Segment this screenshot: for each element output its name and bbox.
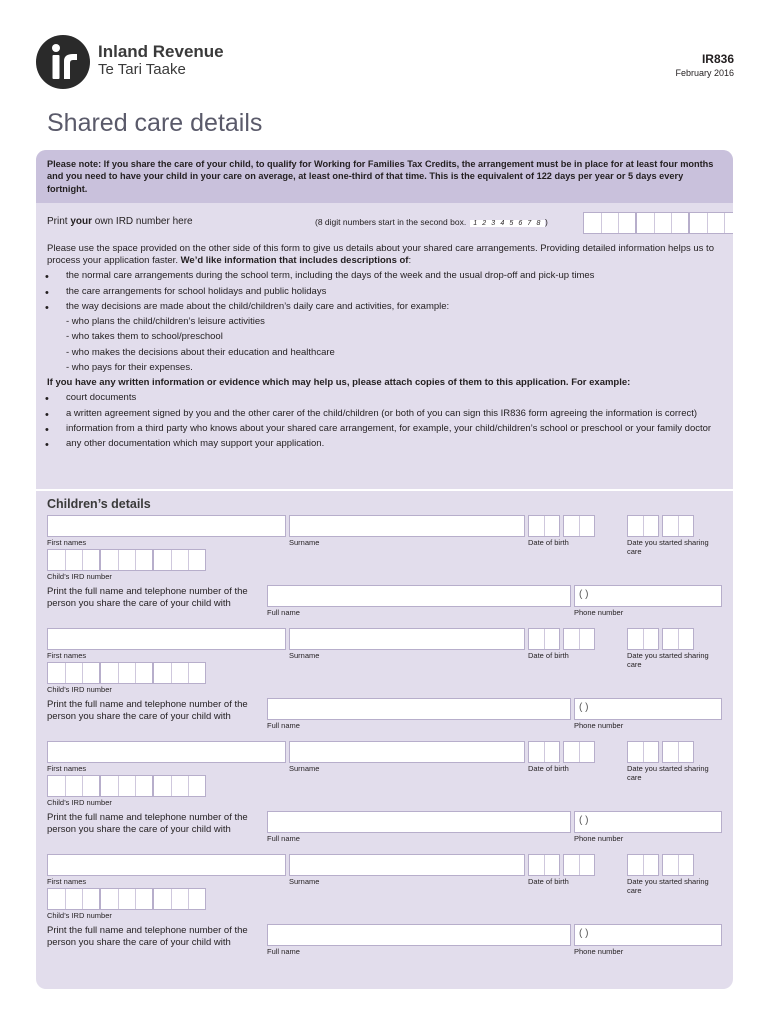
- dob-label: Date of birth: [528, 877, 569, 886]
- other-carer-name-input[interactable]: [267, 698, 571, 720]
- date-of-birth-input[interactable]: [528, 628, 598, 650]
- own-ird-group-3[interactable]: [689, 212, 733, 234]
- child-ird-input[interactable]: [47, 662, 206, 684]
- phone-label: Phone number: [574, 608, 624, 617]
- first-names-label: First names: [47, 538, 87, 547]
- other-carer-phone-input[interactable]: ( ): [574, 811, 722, 833]
- ird-sample: 1 2 3 4 5 6 7 8: [470, 220, 545, 227]
- phone-label: Phone number: [574, 834, 624, 843]
- sub-list-item: - who takes them to school/preschool: [66, 331, 223, 343]
- other-carer-prompt: Print the full name and telephone number of the person you share the care of your child with: [47, 812, 248, 835]
- org-maori-name: Te Tari Taake: [98, 61, 186, 78]
- dob-label: Date of birth: [528, 651, 569, 660]
- child-ird-input[interactable]: [47, 549, 206, 571]
- first-names-label: First names: [47, 764, 87, 773]
- surname-label: Surname: [289, 764, 320, 773]
- first-names-input[interactable]: [47, 854, 286, 876]
- first-names-label: First names: [47, 877, 87, 886]
- child-ird-label: Child’s IRD number: [47, 685, 112, 694]
- first-names-input[interactable]: [47, 515, 286, 537]
- surname-input[interactable]: [289, 628, 525, 650]
- child-ird-input[interactable]: [47, 888, 206, 910]
- date-started-label: Date you started sharing care: [627, 764, 709, 782]
- first-names-input[interactable]: [47, 628, 286, 650]
- other-carer-name-input[interactable]: [267, 811, 571, 833]
- full-name-label: Full name: [267, 947, 300, 956]
- ird-hint-pre: (8 digit numbers start in the second box.: [315, 217, 467, 227]
- own-ird-label-post: own IRD number here: [92, 216, 193, 227]
- full-name-label: Full name: [267, 834, 300, 843]
- other-carer-phone-input[interactable]: ( ): [574, 924, 722, 946]
- list-item: • the way decisions are made about the child/children’s daily care and activities, for example:: [47, 301, 727, 313]
- phone-label: Phone number: [574, 947, 624, 956]
- child-ird-label: Child’s IRD number: [47, 572, 112, 581]
- sub-list-item: - who pays for their expenses.: [66, 362, 193, 374]
- sub-list-item: - who plans the child/children’s leisure activities: [66, 316, 265, 328]
- phone-label: Phone number: [574, 721, 624, 730]
- surname-label: Surname: [289, 538, 320, 547]
- inland-revenue-logo-icon: [36, 35, 90, 89]
- own-ird-input[interactable]: [583, 212, 733, 234]
- child-ird-label: Child’s IRD number: [47, 911, 112, 920]
- list-item: • a written agreement signed by you and the other carer of the child/children (or both of you can sign this IR836 form agreeing the information is correct): [47, 408, 727, 420]
- org-name: Inland Revenue: [98, 42, 224, 61]
- list-item: • any other documentation which may support your application.: [47, 438, 727, 450]
- other-carer-phone-input[interactable]: ( ): [574, 585, 722, 607]
- date-started-sharing-input[interactable]: [627, 854, 697, 876]
- instructions: [47, 243, 727, 450]
- date-started-label: Date you started sharing care: [627, 877, 709, 895]
- surname-label: Surname: [289, 877, 320, 886]
- intro-bold: We’d like information that includes descriptions of: [180, 255, 409, 266]
- ird-hint: [315, 217, 548, 227]
- own-ird-group-2[interactable]: [636, 212, 689, 234]
- child-ird-input[interactable]: [47, 775, 206, 797]
- other-carer-name-input[interactable]: [267, 924, 571, 946]
- intro-end: :: [408, 255, 412, 266]
- form-code: IR836: [701, 52, 734, 66]
- section-divider: [36, 489, 733, 491]
- surname-label: Surname: [289, 651, 320, 660]
- other-carer-phone-input[interactable]: ( ): [574, 698, 722, 720]
- ird-hint-post: ): [544, 217, 548, 227]
- full-name-label: Full name: [267, 721, 300, 730]
- child-ird-label: Child’s IRD number: [47, 798, 112, 807]
- first-names-label: First names: [47, 651, 87, 660]
- surname-input[interactable]: [289, 854, 525, 876]
- dob-label: Date of birth: [528, 538, 569, 547]
- child-entry: [47, 741, 723, 854]
- date-of-birth-input[interactable]: [528, 741, 598, 763]
- date-started-sharing-input[interactable]: [627, 515, 697, 537]
- dob-label: Date of birth: [528, 764, 569, 773]
- full-name-label: Full name: [267, 608, 300, 617]
- form-panel: [36, 150, 733, 989]
- intro-plain: Please use the space provided on the other side of this form to give us details about your shared care arrangements. Providing detailed information helps us to process your application faster.: [47, 243, 714, 266]
- sub-list-item: - who makes the decisions about their education and healthcare: [66, 346, 335, 358]
- intro-paragraph: [47, 243, 727, 267]
- surname-input[interactable]: [289, 515, 525, 537]
- first-names-input[interactable]: [47, 741, 286, 763]
- eligibility-note: Please note: If you share the care of your child, to qualify for Working for Families Tax Credits, the arrangement must be in place for at least four months and you need to have your child in your care on average, at least one-third of that time. This is the equivalent of 122 days per year or 5 days every fortnight.: [36, 150, 733, 203]
- other-carer-prompt: Print the full name and telephone number of the person you share the care of your child with: [47, 586, 248, 609]
- evidence-heading: If you have any written information or evidence which may help us, please attach copies of them to this application. For example:: [47, 377, 631, 389]
- list-item: • the care arrangements for school holidays and public holidays: [47, 286, 727, 298]
- page-title: Shared care details: [47, 109, 263, 137]
- date-started-label: Date you started sharing care: [627, 538, 709, 556]
- own-ird-label-bold: your: [70, 216, 93, 227]
- form-date: February 2016: [675, 68, 734, 78]
- child-entry: [47, 854, 723, 967]
- children-section-title: Children’s details: [47, 497, 151, 511]
- own-ird-row: [47, 212, 723, 234]
- date-started-sharing-input[interactable]: [627, 741, 697, 763]
- own-ird-group-1[interactable]: [583, 212, 636, 234]
- child-entry: [47, 628, 723, 741]
- date-of-birth-input[interactable]: [528, 515, 598, 537]
- own-ird-label: [47, 216, 193, 227]
- list-item: • information from a third party who knows about your shared care arrangement, for example, your child/children’s school or preschool or your family doctor: [47, 423, 727, 435]
- date-started-sharing-input[interactable]: [627, 628, 697, 650]
- other-carer-prompt: Print the full name and telephone number of the person you share the care of your child with: [47, 925, 248, 948]
- own-ird-label-pre: Print: [47, 216, 71, 227]
- other-carer-prompt: Print the full name and telephone number of the person you share the care of your child with: [47, 699, 248, 722]
- child-entry: [47, 515, 723, 628]
- list-item: • the normal care arrangements during the school term, including the days of the week and the usual drop-off and pick-up times: [47, 270, 727, 282]
- surname-input[interactable]: [289, 741, 525, 763]
- date-of-birth-input[interactable]: [528, 854, 598, 876]
- org-name-block: [98, 42, 224, 79]
- list-item: • court documents: [47, 392, 727, 404]
- other-carer-name-input[interactable]: [267, 585, 571, 607]
- date-started-label: Date you started sharing care: [627, 651, 709, 669]
